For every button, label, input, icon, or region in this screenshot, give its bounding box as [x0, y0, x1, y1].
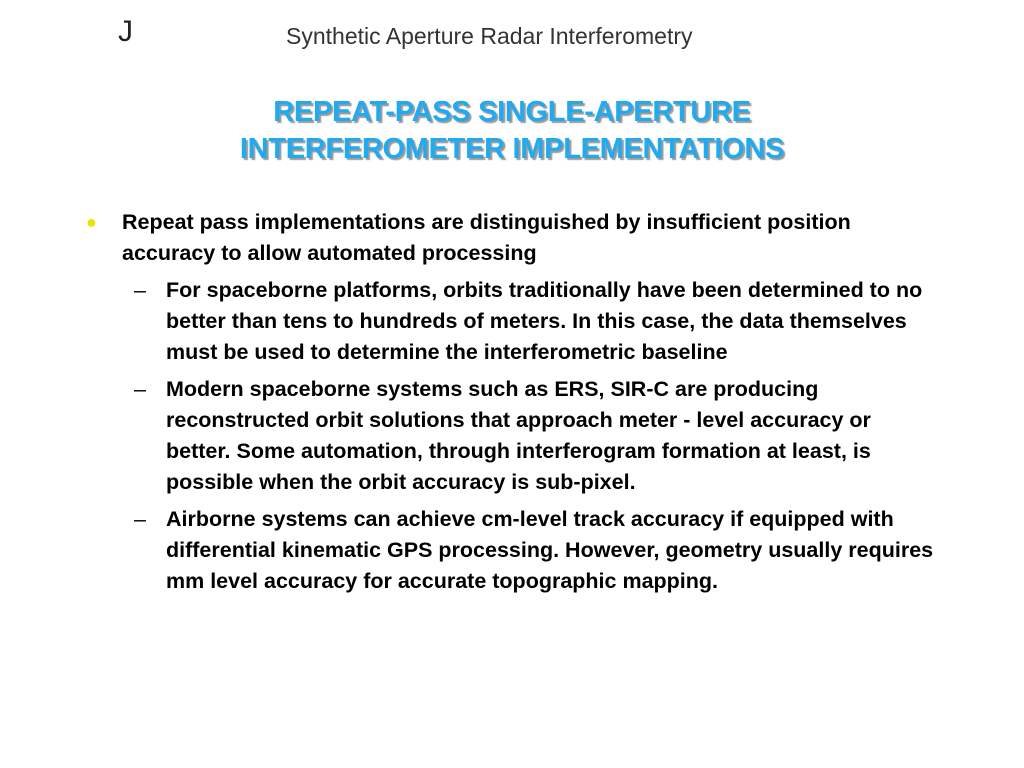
bullet-text: Repeat pass implementations are distinguished by insufficient position accuracy to allow automated processing — [122, 210, 851, 265]
sub-item-text: For spaceborne platforms, orbits traditionally have been determined to no better than tens to hundreds of meters. In this case, the data themselves must be used to determine the interferometric baseline — [166, 278, 923, 364]
sub-item-text: Airborne systems can achieve cm-level track accuracy if equipped with differential kinematic GPS processing. However, geometry usually requires mm level accuracy for accurate topographic mapping. — [166, 507, 934, 593]
bullet-item — [84, 207, 934, 269]
sub-item-text: Modern spaceborne systems such as ERS, SIR-C are producing reconstructed orbit solutions that approach meter - level accuracy or better. Some automation, through interferogram formation at least, is possible when the orbit accuracy is sub-pixel. — [166, 377, 871, 494]
slide-title-line-2: INTERFEROMETER IMPLEMENTATIONS — [239, 133, 785, 165]
slide-title-line-1: REPEAT-PASS SINGLE-APERTURE — [273, 96, 751, 128]
dash-icon: – — [134, 507, 146, 531]
sub-item — [84, 504, 934, 597]
header-title: Synthetic Aperture Radar Interferometry — [286, 23, 693, 49]
dash-icon: – — [134, 278, 146, 302]
slide-title — [60, 94, 964, 168]
dash-icon: – — [134, 377, 146, 401]
header-logo: J — [118, 15, 133, 48]
slide-content — [84, 207, 934, 603]
sub-item — [84, 275, 934, 368]
sub-item — [84, 374, 934, 498]
bullet-dot-icon: ● — [86, 212, 97, 232]
